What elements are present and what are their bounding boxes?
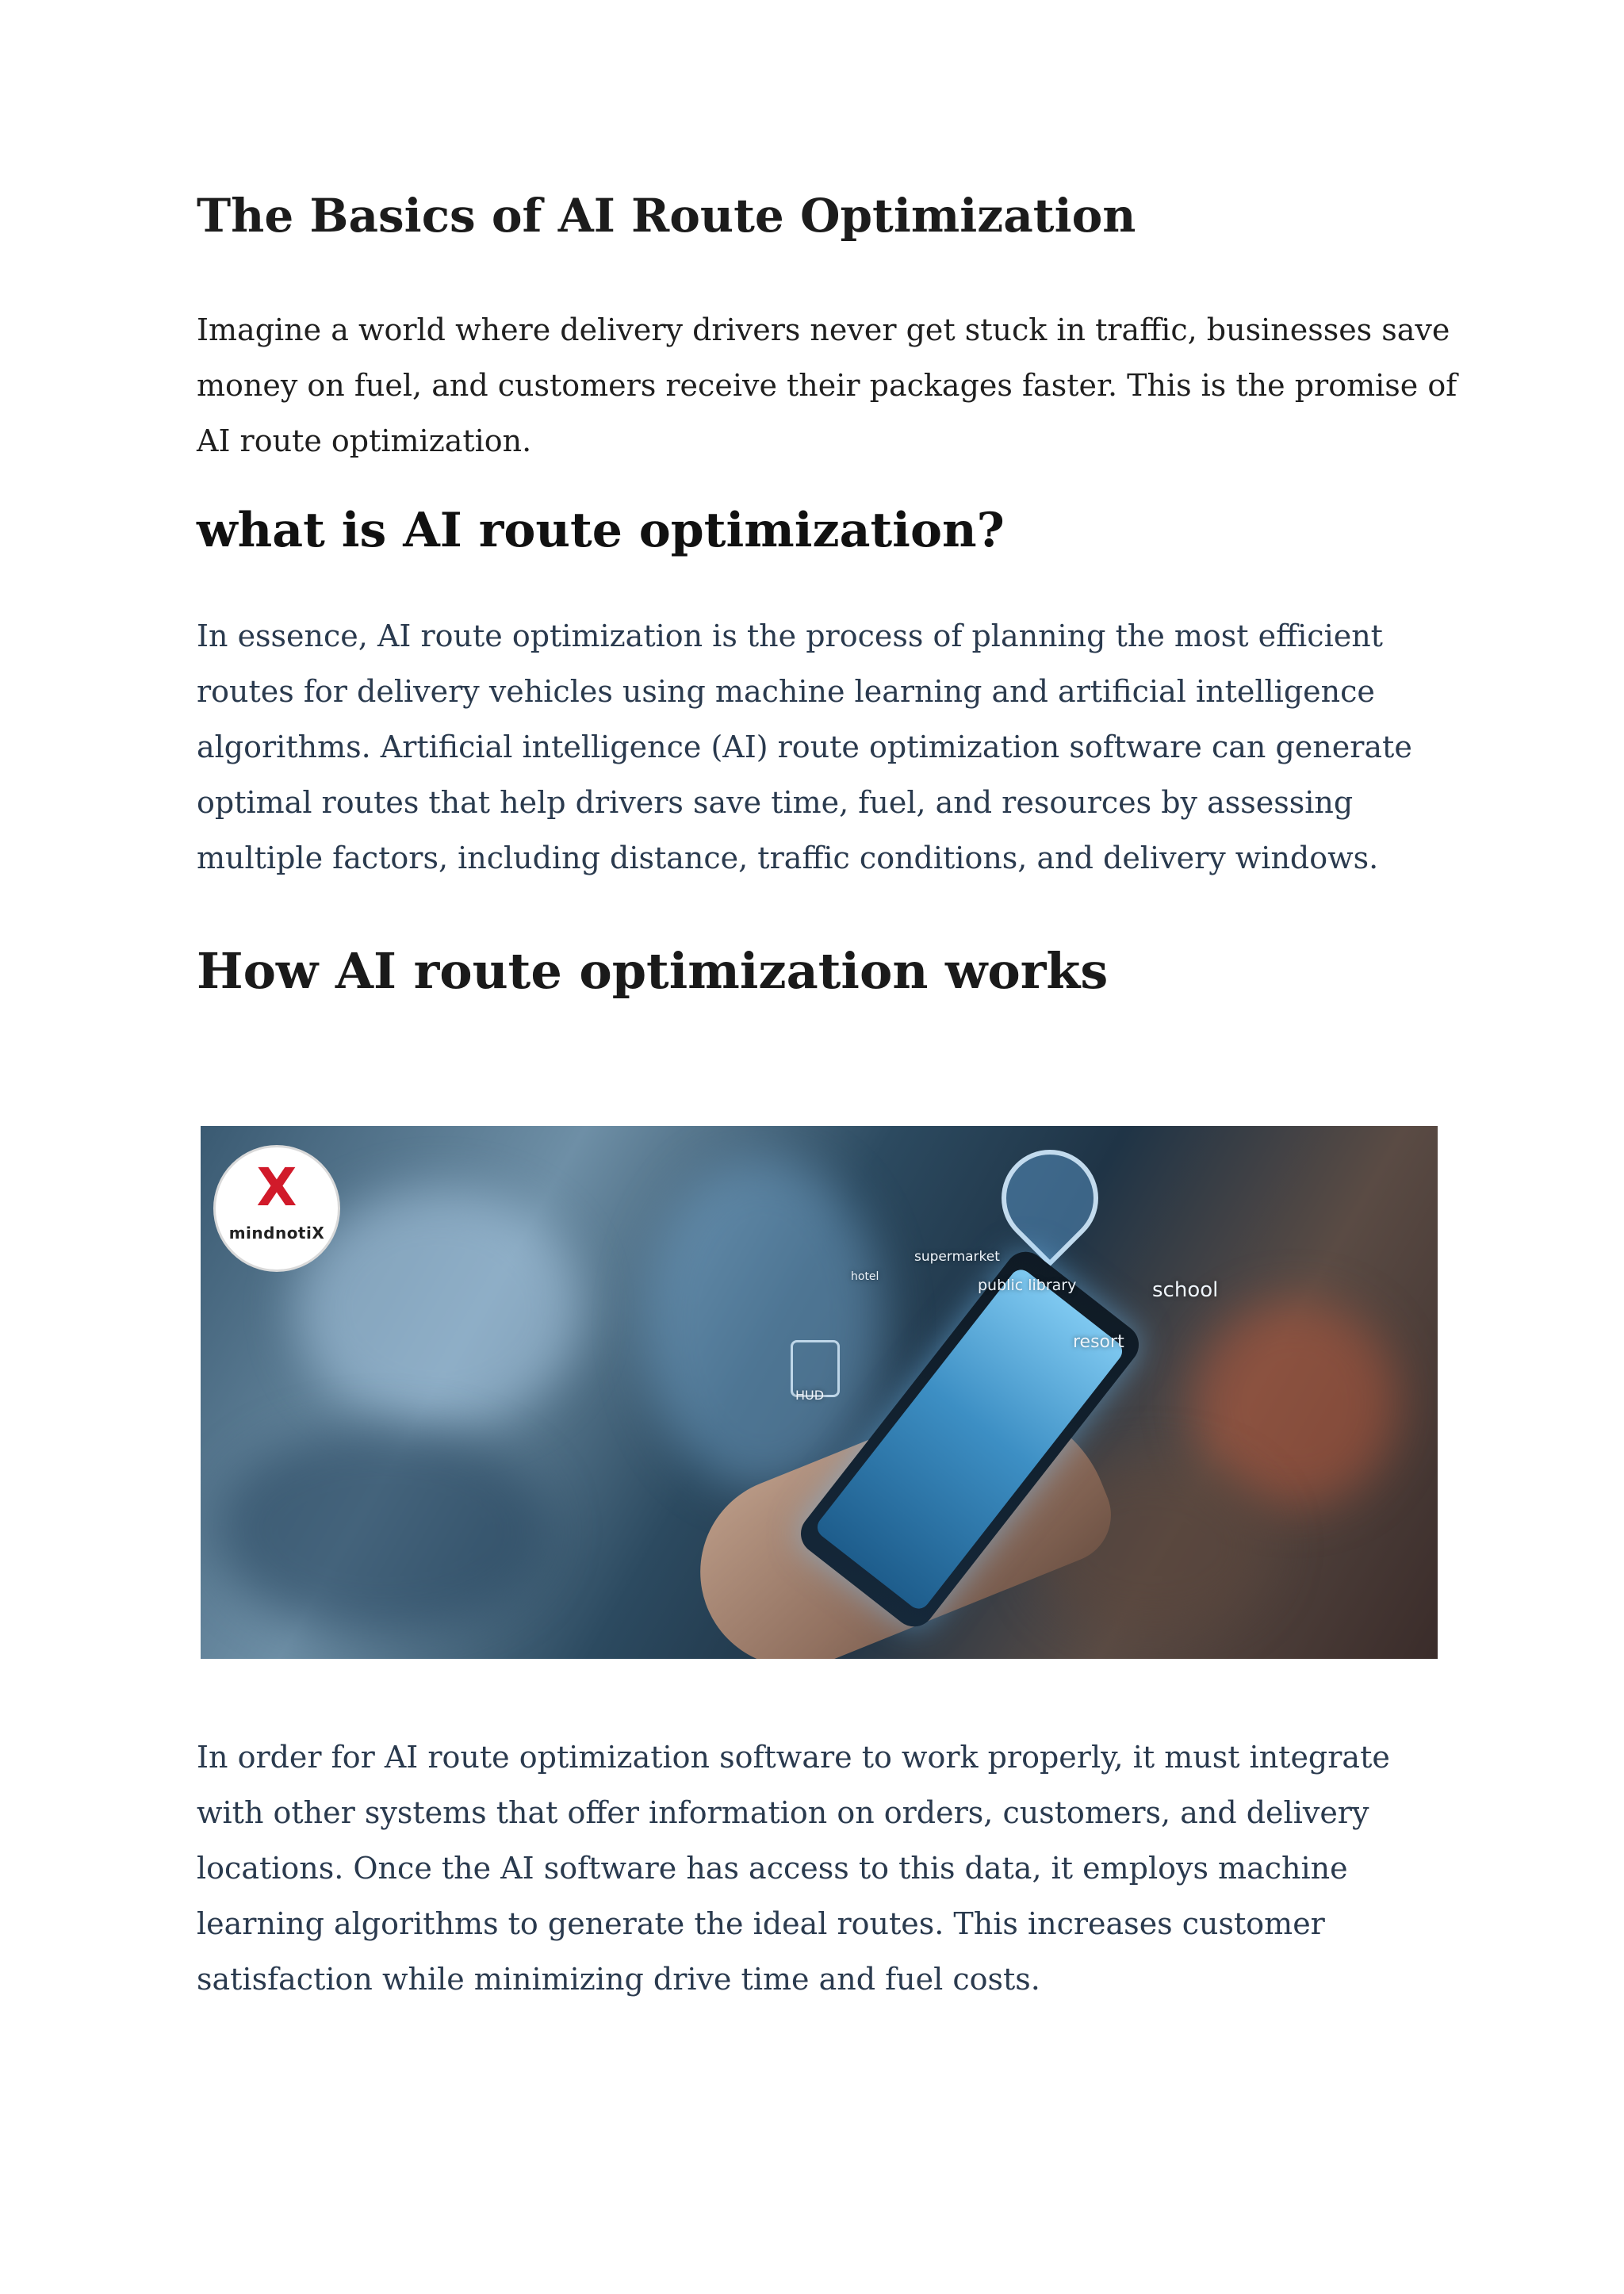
- section-heading-how-it-works: How AI route optimization works: [197, 942, 1109, 1000]
- logo-wordmark: mindnotiX: [228, 1224, 325, 1243]
- map-label-library: public library: [978, 1277, 1077, 1294]
- bokeh-light: [216, 1427, 550, 1633]
- mindnotix-logo: [213, 1145, 340, 1272]
- how-it-works-paragraph: In order for AI route optimization software to work properly, it must integrate with other systems that offer information on orders, customers, and delivery locations. Once the AI software has access to this data, it employs machine learning algorithms to generate the ideal routes. This increases customer satisfaction while minimizing drive time and fuel costs.: [197, 1740, 1390, 1997]
- map-label-resort: resort: [1073, 1332, 1124, 1352]
- map-label-supermarket: supermarket: [914, 1249, 1000, 1265]
- intro-paragraph: Imagine a world where delivery drivers never get stuck in traffic, businesses save money on fuel, and customers receive their packages faster. This is the promise of AI route optimization.: [197, 312, 1457, 458]
- what-is-paragraph: In essence, AI route optimization is the process of planning the most efficient routes for delivery vehicles using machine learning and artificial intelligence algorithms. Artificial intelligence (AI) route optimization software can generate optimal routes that help drivers save time, fuel, and resources by assessing multiple factors, including distance, traffic conditions, and delivery windows.: [197, 618, 1412, 875]
- map-label-hud: HUD: [795, 1388, 825, 1403]
- section-heading-what-is: what is AI route optimization?: [197, 503, 1005, 558]
- bokeh-light: [645, 1158, 883, 1491]
- article-title: The Basics of AI Route Optimization: [197, 189, 1136, 243]
- map-label-school: school: [1152, 1278, 1219, 1302]
- bokeh-light: [296, 1189, 581, 1427]
- logo-x-icon: X: [256, 1157, 297, 1218]
- location-pin-icon: [982, 1130, 1119, 1267]
- hero-image: [201, 1126, 1438, 1659]
- map-label-hotel: hotel: [851, 1270, 879, 1283]
